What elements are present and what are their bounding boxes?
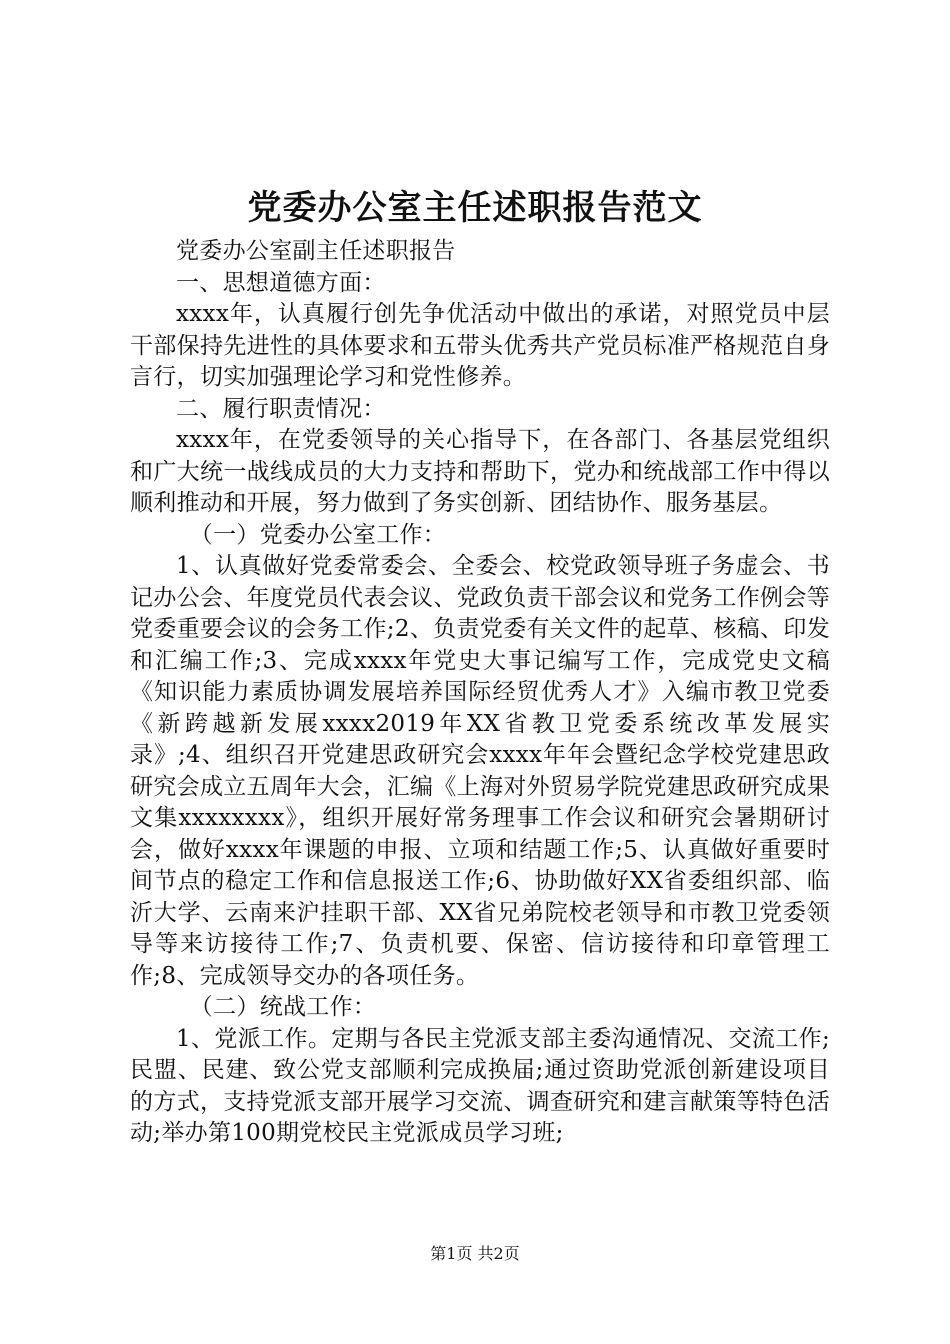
section-heading-duties: 二、履行职责情况： — [176, 395, 386, 422]
section-heading-ideology: 一、思想道德方面： — [176, 269, 386, 296]
page-footer: 第1页 共2页 — [430, 1244, 520, 1263]
report-subtitle: 党委办公室副主任述职报告 — [176, 238, 456, 264]
paragraph-ideology: xxxx年，认真履行创先争优活动中做出的承诺，对照党员中层干部保持先进性的具体要求和五带头优秀共产党员标准严格规范自身言行，切实加强理论学习和党性修养。 — [130, 301, 830, 390]
document-title: 党委办公室主任述职报告范文 — [247, 188, 703, 228]
paragraph-duties: xxxx年，在党委领导的关心指导下，在各部门、各基层党组织和广大统一战线成员的大力支持和帮助下，党办和统战部工作中得以顺利推动和开展，努力做到了务实创新、团结协作、服务基层。 — [130, 427, 830, 516]
document-body — [130, 236, 830, 1150]
subsection-heading-united-front: （二）统战工作： — [189, 994, 377, 1020]
subsection-heading-office: （一）党委办公室工作： — [189, 521, 447, 548]
paragraph-office-work: 1、认真做好党委常委会、全委会、校党政领导班子务虚会、书记办公会、年度党员代表会议、党政负责干部会议和党务工作例会等党委重要会议的会务工作;2、负责党委有关文件的起草、核稿、印发和汇编工作;3、完成xxxx年党史大事记编写工作，完成党史文稿《知识能力素质协调发展培养国际经贸优秀人才》入编市教卫党委《新跨越新发展xxxx2019年XX省教卫党委系统改革发展实录》;4、组织召开党建思政研究会xxxx年年会暨纪念学校党建思政研究会成立五周年大会，汇编《上海对外贸易学院党建思政研究成果文集xxxxxxxx》，组织开展好常务理事工作会议和研究会暑期研讨会，做好xxxx年课题的申报、立项和结题工作;5、认真做好重要时间节点的稳定工作和信息报送工作;6、协助做好XX省委组织部、临沂大学、云南来沪挂职干部、XX省兄弟院校老领导和市教卫党委领导等来访接待工作;7、负责机要、保密、信访接待和印章管理工作;8、完成领导交办的各项任务。 — [130, 553, 830, 989]
paragraph-party-work: 1、党派工作。定期与各民主党派支部主委沟通情况、交流工作;民盟、民建、致公党支部顺利完成换届;通过资助党派创新建设项目的方式，支持党派支部开展学习交流、调查研究和建言献策等特色活动;举办第100期党校民主党派成员学习班; — [130, 1025, 830, 1146]
